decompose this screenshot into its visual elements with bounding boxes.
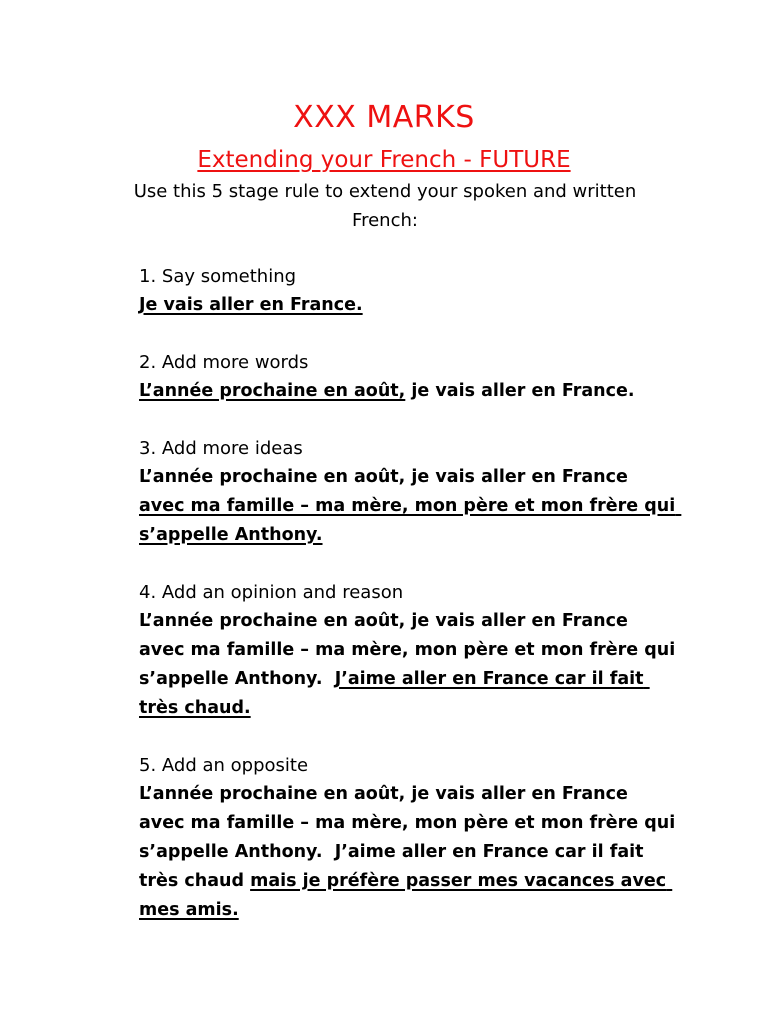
stage-example	[139, 607, 682, 723]
stage-example	[139, 463, 682, 550]
stage-heading: 3. Add more ideas	[139, 438, 303, 459]
stage-example	[139, 377, 679, 406]
document-subtitle-text: Extending your French - FUTURE	[197, 147, 571, 173]
stage-heading: 5. Add an opposite	[139, 755, 309, 776]
document-subtitle	[0, 144, 768, 176]
stage-3	[139, 434, 682, 550]
document-title: XXX MARKS	[293, 100, 475, 135]
stage-4	[139, 578, 682, 723]
example-plain-text: L’année prochaine en août, je vais aller en France avec ma famille – ma mère, mon père et mon frère qui s’appelle Anthony.	[139, 611, 682, 689]
stage-2	[139, 348, 679, 406]
example-underlined-text: L’année prochaine en août,	[139, 381, 406, 401]
stages-list	[139, 262, 682, 953]
stage-heading: 2. Add more words	[139, 352, 309, 373]
stage-5	[139, 751, 682, 925]
example-underlined-text: Je vais aller en France.	[139, 295, 363, 315]
stage-1	[139, 262, 679, 320]
stage-heading: 1. Say something	[139, 266, 297, 287]
stage-example	[139, 291, 679, 320]
intro-text: Use this 5 stage rule to extend your spoken and written French:	[133, 181, 637, 231]
stage-example	[139, 780, 682, 925]
example-plain-text: L’année prochaine en août, je vais aller en France	[139, 467, 634, 487]
example-underlined-text: avec ma famille – ma mère, mon père et mon frère qui s’appelle Anthony.	[139, 496, 682, 545]
stage-heading: 4. Add an opinion and reason	[139, 582, 404, 603]
example-tail-text: je vais aller en France.	[405, 381, 635, 401]
example-plain-text: L’année prochaine en août, je vais aller en France avec ma famille – ma mère, mon père et mon frère qui s’appelle Anthony. J’aime aller en France car il fait très chaud	[139, 784, 682, 891]
example-underlined-text: J’aime aller en France car il fait très chaud.	[139, 669, 650, 718]
example-underlined-text: mais je préfère passer mes vacances avec mes amis.	[139, 871, 673, 920]
